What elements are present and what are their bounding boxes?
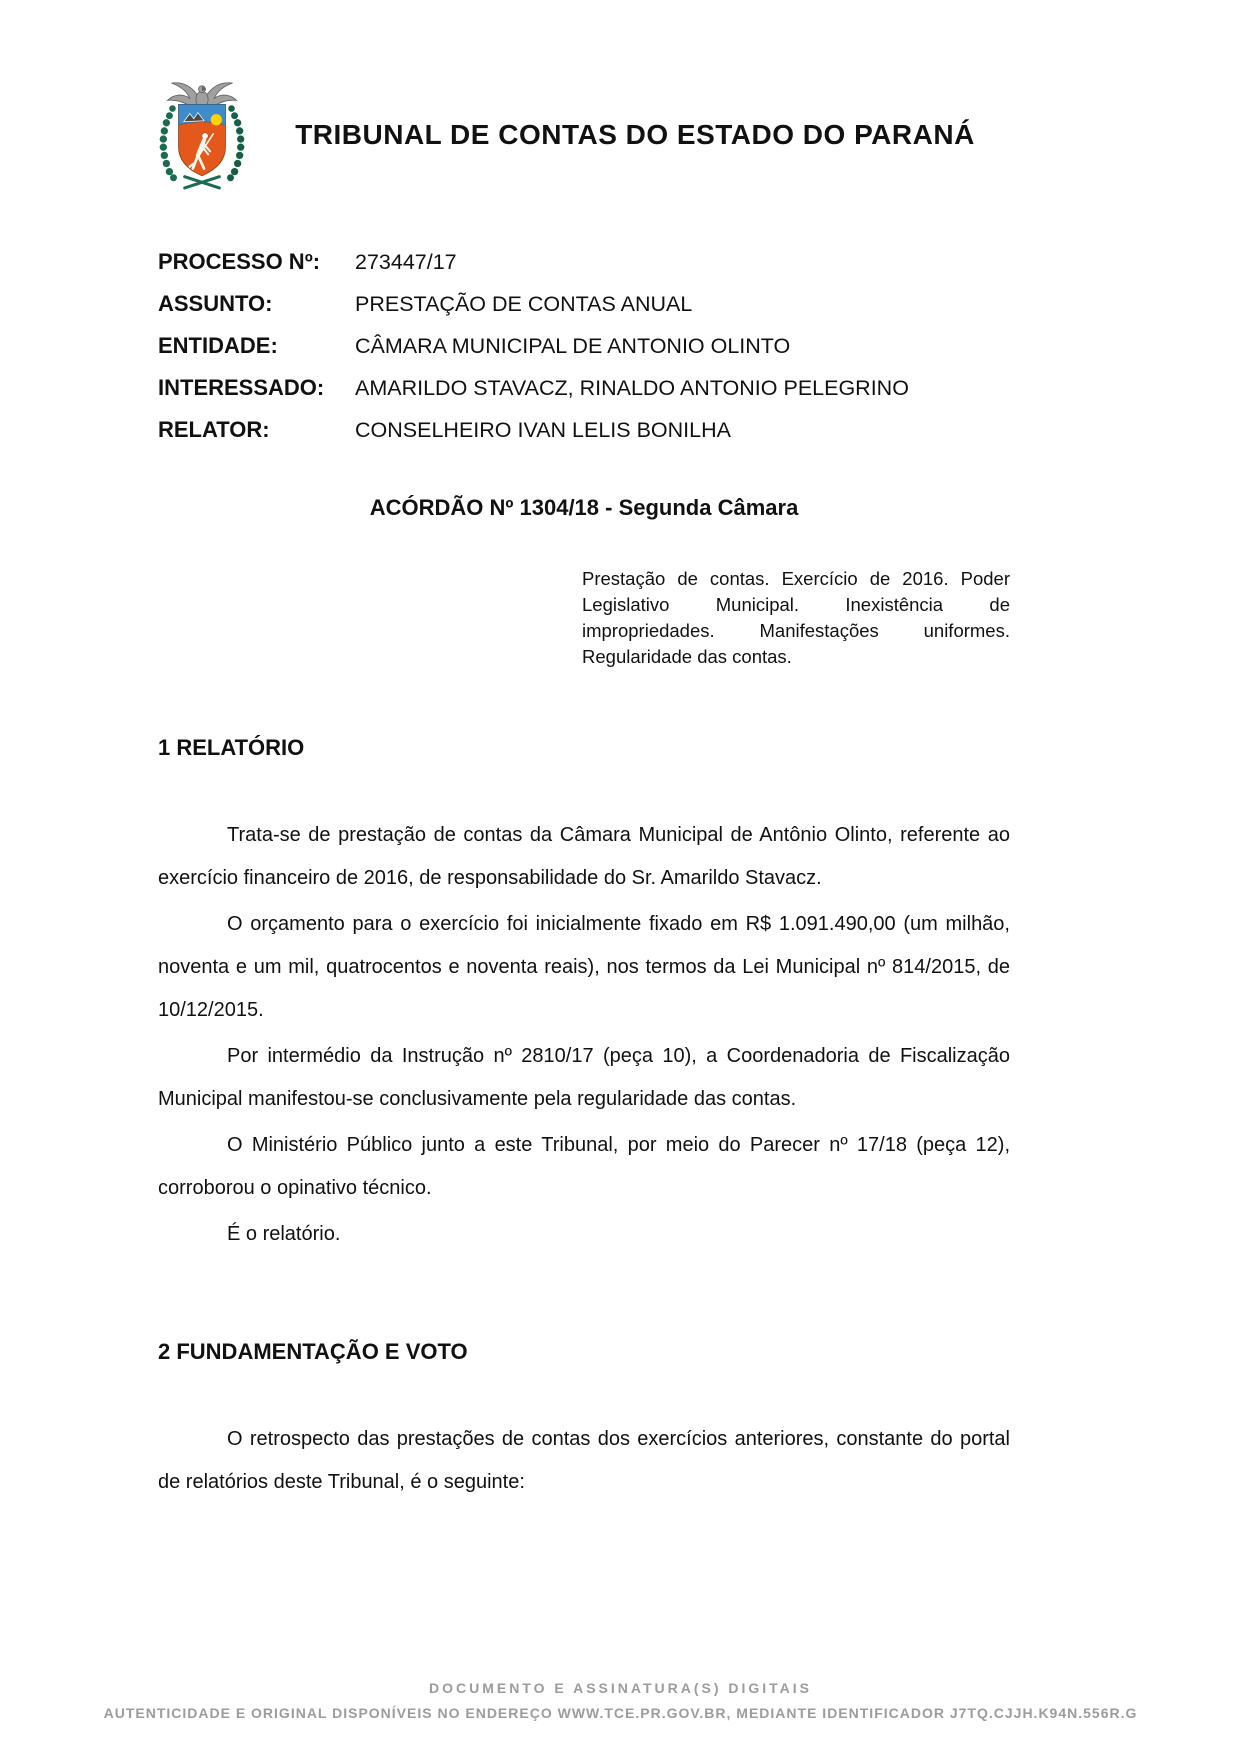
digital-signature-footer: [0, 1676, 1241, 1726]
meta-label-interessado: INTERESSADO:: [158, 375, 325, 400]
process-metadata: [158, 248, 1010, 458]
meta-label-relator: RELATOR:: [158, 417, 270, 442]
decision-title: ACÓRDÃO Nº 1304/18 - Segunda Câmara: [369, 495, 799, 520]
section-heading-fundamentacao: 2 FUNDAMENTAÇÃO E VOTO: [158, 1339, 468, 1364]
paragraph: O orçamento para o exercício foi inicialmente fixado em R$ 1.091.490,00 (um milhão, noventa e um mil, quatrocentos e noventa reais), nos termos da Lei Municipal nº 814/2015, de 10/12/2015.: [158, 913, 1010, 1021]
meta-value-assunto: PRESTAÇÃO DE CONTAS ANUAL: [355, 292, 693, 316]
branch-left: [160, 105, 177, 181]
paragraph: É o relatório.: [227, 1223, 341, 1245]
section-body-fundamentacao: [158, 1418, 1010, 1507]
meta-row-interessado: [158, 374, 1010, 416]
parana-coat-of-arms-logo: [156, 78, 248, 192]
paragraph: O retrospecto das prestações de contas dos exercícios anteriores, constante do portal de relatórios deste Tribunal, é o seguinte:: [158, 1428, 1010, 1493]
meta-value-processo: 273447/17: [355, 250, 457, 274]
meta-row-relator: [158, 416, 1010, 458]
footer-line-2: AUTENTICIDADE E ORIGINAL DISPONÍVEIS NO ENDEREÇO WWW.TCE.PR.GOV.BR, MEDIANTE IDENTIFICADOR J7TQ.CJJH.K94N.556R.G: [103, 1705, 1138, 1721]
meta-label-processo: PROCESSO Nº:: [158, 249, 321, 274]
section-heading-relatorio: 1 RELATÓRIO: [158, 735, 305, 760]
footer-line-1: DOCUMENTO E ASSINATURA(S) DIGITAIS: [428, 1680, 813, 1696]
org-title: TRIBUNAL DE CONTAS DO ESTADO DO PARANÁ: [295, 119, 975, 150]
meta-value-interessado: AMARILDO STAVACZ, RINALDO ANTONIO PELEGRINO: [355, 376, 909, 400]
paragraph: O Ministério Público junto a este Tribunal, por meio do Parecer nº 17/18 (peça 12), corroborou o opinativo técnico.: [158, 1134, 1010, 1199]
meta-row-assunto: [158, 290, 1010, 332]
shield: [179, 104, 226, 175]
sun-icon: [211, 114, 222, 125]
paragraph: Por intermédio da Instrução nº 2810/17 (peça 10), a Coordenadoria de Fiscalização Municipal manifestou-se conclusivamente pela regularidade das contas.: [158, 1045, 1010, 1110]
meta-value-relator: CONSELHEIRO IVAN LELIS BONILHA: [355, 418, 731, 442]
section-body-relatorio: [158, 814, 1010, 1259]
meta-row-entidade: [158, 332, 1010, 374]
meta-value-entidade: CÂMARA MUNICIPAL DE ANTONIO OLINTO: [355, 334, 791, 358]
meta-label-entidade: ENTIDADE:: [158, 333, 278, 358]
branch-cross: [185, 177, 220, 188]
meta-label-assunto: ASSUNTO:: [158, 291, 273, 316]
meta-row-processo: [158, 248, 1010, 290]
paragraph: Trata-se de prestação de contas da Câmara Municipal de Antônio Olinto, referente ao exercício financeiro de 2016, de responsabilidade do Sr. Amarildo Stavacz.: [158, 824, 1010, 889]
summary-ementa: Prestação de contas. Exercício de 2016. Poder Legislativo Municipal. Inexistência de impropriedades. Manifestações uniformes. Regularidade das contas.: [582, 568, 1010, 667]
